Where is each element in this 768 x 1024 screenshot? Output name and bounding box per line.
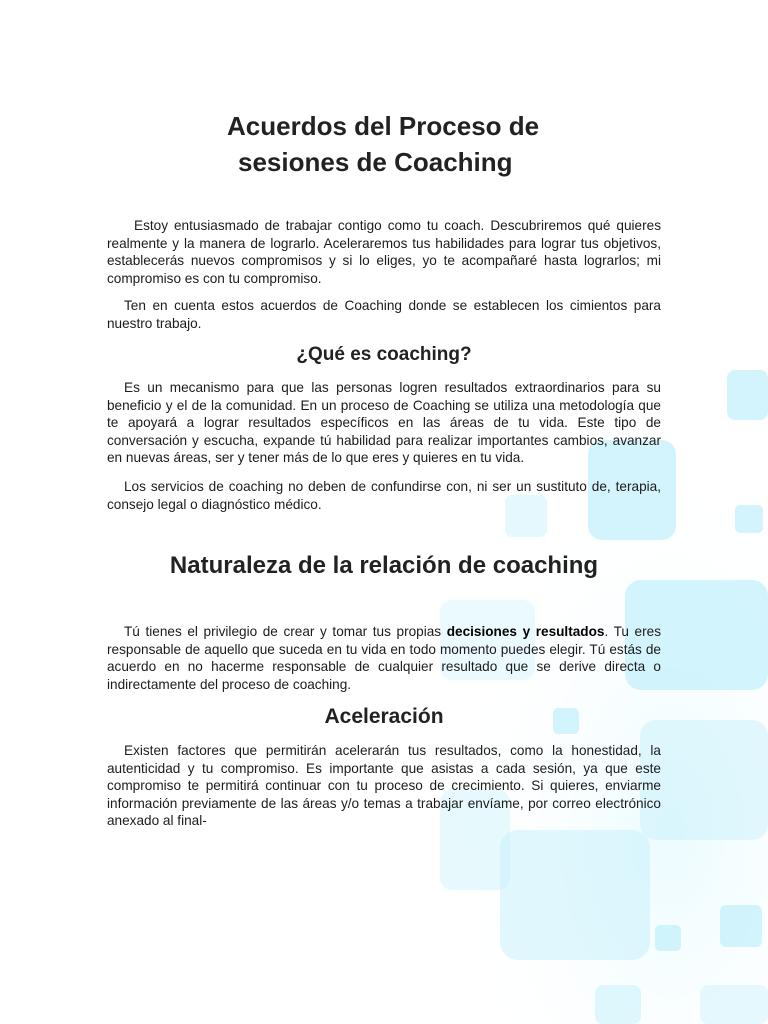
title-line-2: sesiones de Coaching xyxy=(238,147,513,177)
nature-text-after-bold: . Tu eres responsable de aquello que suceda en tu vida en todo momento puedes elegir. Tú estás de acuerdo en no hacerme responsable de cualquier resultado que se derive directa o indirectamente del proceso de coaching. xyxy=(107,624,661,692)
coaching-disclaimer-paragraph: Los servicios de coaching no deben de confundirse con, ni ser un sustituto de, terapia, consejo legal o diagnóstico médico. xyxy=(107,479,661,512)
section-heading-aceleracion: Aceleración xyxy=(324,705,444,728)
section-heading-que-es-coaching: ¿Qué es coaching? xyxy=(296,344,472,365)
coaching-definition-paragraph: Es un mecanismo para que las personas logren resultados extraordinarios para su beneficio y el de la comunidad. En un proceso de Coaching se utiliza una metodología que te apoyará a lograr resultados específicos en las áreas de tu vida. Este tipo de conversación y escucha, expande tú habilidad para realizar importantes cambios, avanzar en nuevas áreas, ser y tener más de lo que eres y quieres en tu vida. xyxy=(107,380,661,465)
section-heading-naturaleza: Naturaleza de la relación de coaching xyxy=(169,552,599,579)
intro-paragraph: Estoy entusiasmado de trabajar contigo como tu coach. Descubriremos qué quieres realmente y la manera de lograrlo. Aceleraremos tus habilidades para lograr tus objetivos, establecerás nuevos compromisos y si lo eliges, yo te acompañaré hasta lograrlos; mi compromiso es con tu compromiso. xyxy=(107,218,661,286)
document-title xyxy=(200,108,560,180)
nature-bold-text: decisiones y resultados xyxy=(446,624,605,639)
acceleration-paragraph: Existen factores que permitirán acelerarán tus resultados, como la honestidad, la autenticidad y tu compromiso. Es importante que asistas a cada sesión, ya que este compromiso te permitirá continuar con tu proceso de crecimiento. Si quieres, enviarme información previamente de las áreas y/o temas a trabajar envíame, por correo electrónico anexado al final- xyxy=(107,743,661,828)
nature-text-before-bold: Tú tienes el privilegio de crear y tomar tus propias xyxy=(124,624,447,639)
nature-paragraph xyxy=(107,623,661,693)
agreements-paragraph: Ten en cuenta estos acuerdos de Coaching donde se establecen los cimientos para nuestro trabajo. xyxy=(107,298,661,331)
title-line-1: Acuerdos del Proceso de xyxy=(227,111,540,141)
